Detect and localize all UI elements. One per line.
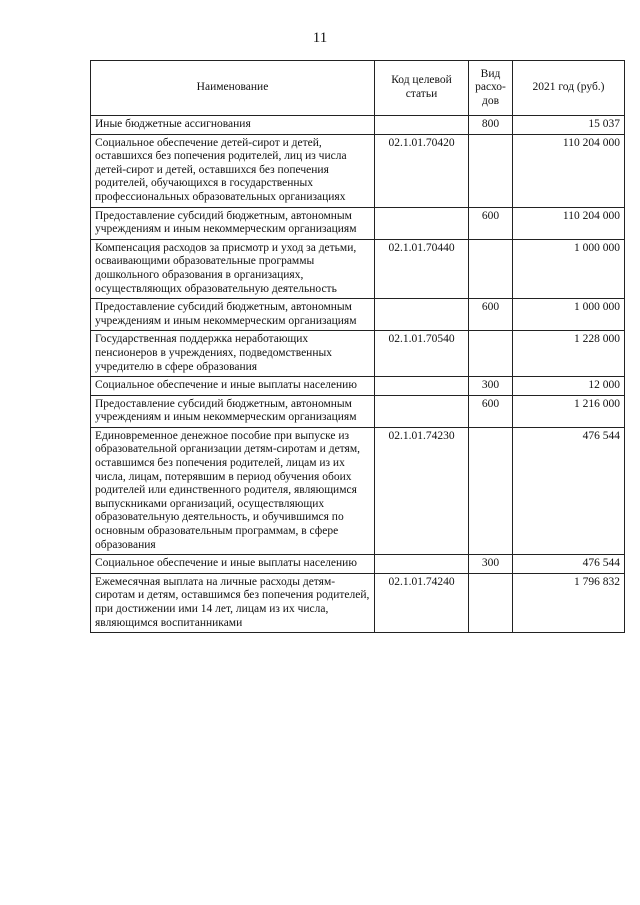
table-row — [91, 555, 625, 574]
table-row — [91, 427, 625, 554]
row-amount: 110 204 000 — [513, 134, 625, 207]
row-amount: 1 228 000 — [513, 331, 625, 377]
row-code — [375, 555, 469, 574]
row-code: 02.1.01.70440 — [375, 239, 469, 298]
header-name: Наименование — [91, 61, 375, 116]
row-code — [375, 116, 469, 135]
row-name: Социальное обеспечение и иные выплаты населению — [91, 555, 375, 574]
header-amount: 2021 год (руб.) — [513, 61, 625, 116]
row-expense-type: 600 — [469, 395, 513, 427]
row-code: 02.1.01.70540 — [375, 331, 469, 377]
row-name: Единовременное денежное пособие при выпуске из образовательной организации детям-сиротам и детям, оставшимся без попечения родителей, лицам из их числа, лицам, потерявшим в период обучения обоих родителей или единственного родителя, являющимся выпускниками организаций, осуществляющих образовательную деятельность, и обучившимся по основным образовательным программам, в сфере образования — [91, 427, 375, 554]
row-expense-type — [469, 573, 513, 632]
row-expense-type — [469, 134, 513, 207]
row-amount: 12 000 — [513, 377, 625, 396]
table-row — [91, 207, 625, 239]
row-amount: 110 204 000 — [513, 207, 625, 239]
row-amount: 1 216 000 — [513, 395, 625, 427]
row-amount: 476 544 — [513, 427, 625, 554]
row-expense-type: 300 — [469, 555, 513, 574]
table-row — [91, 299, 625, 331]
budget-table — [90, 60, 625, 633]
table-row — [91, 239, 625, 298]
row-code: 02.1.01.74230 — [375, 427, 469, 554]
header-code: Код целевой статьи — [375, 61, 469, 116]
page-number: 11 — [312, 30, 328, 46]
row-code: 02.1.01.70420 — [375, 134, 469, 207]
row-name: Ежемесячная выплата на личные расходы детям-сиротам и детям, оставшимся без попечения родителей, при достижении ими 14 лет, лицам из их числа, являющимся воспитанниками — [91, 573, 375, 632]
row-name: Предоставление субсидий бюджетным, автономным учреждениям и иным некоммерческим организациям — [91, 299, 375, 331]
row-name: Государственная поддержка неработающих пенсионеров в учреждениях, подведомственных учредителю в сфере образования — [91, 331, 375, 377]
row-name: Социальное обеспечение и иные выплаты населению — [91, 377, 375, 396]
header-expense-type: Вид расхо-дов — [469, 61, 513, 116]
row-expense-type: 600 — [469, 207, 513, 239]
row-expense-type: 300 — [469, 377, 513, 396]
row-expense-type — [469, 239, 513, 298]
table-row — [91, 377, 625, 396]
row-amount: 1 000 000 — [513, 299, 625, 331]
table-row — [91, 331, 625, 377]
table-row — [91, 134, 625, 207]
row-code — [375, 377, 469, 396]
row-amount: 1 000 000 — [513, 239, 625, 298]
row-expense-type: 800 — [469, 116, 513, 135]
row-name: Социальное обеспечение детей-сирот и детей, оставшихся без попечения родителей, лиц из числа детей-сирот и детей, оставшихся без попечения родителей, обучающихся в государственных профессиональных образовательных организациях — [91, 134, 375, 207]
row-code: 02.1.01.74240 — [375, 573, 469, 632]
table-row — [91, 573, 625, 632]
row-expense-type — [469, 427, 513, 554]
row-name: Предоставление субсидий бюджетным, автономным учреждениям и иным некоммерческим организациям — [91, 207, 375, 239]
row-code — [375, 395, 469, 427]
row-expense-type — [469, 331, 513, 377]
row-code — [375, 299, 469, 331]
row-name: Иные бюджетные ассигнования — [91, 116, 375, 135]
row-amount: 15 037 — [513, 116, 625, 135]
table-row — [91, 395, 625, 427]
table-header-row — [91, 61, 625, 116]
row-code — [375, 207, 469, 239]
row-name: Предоставление субсидий бюджетным, автономным учреждениям и иным некоммерческим организациям — [91, 395, 375, 427]
row-name: Компенсация расходов за присмотр и уход за детьми, осваивающими образовательные программы дошкольного образования в организациях, осуществляющих образовательную деятельность — [91, 239, 375, 298]
row-amount: 476 544 — [513, 555, 625, 574]
row-amount: 1 796 832 — [513, 573, 625, 632]
row-expense-type: 600 — [469, 299, 513, 331]
table-row — [91, 116, 625, 135]
